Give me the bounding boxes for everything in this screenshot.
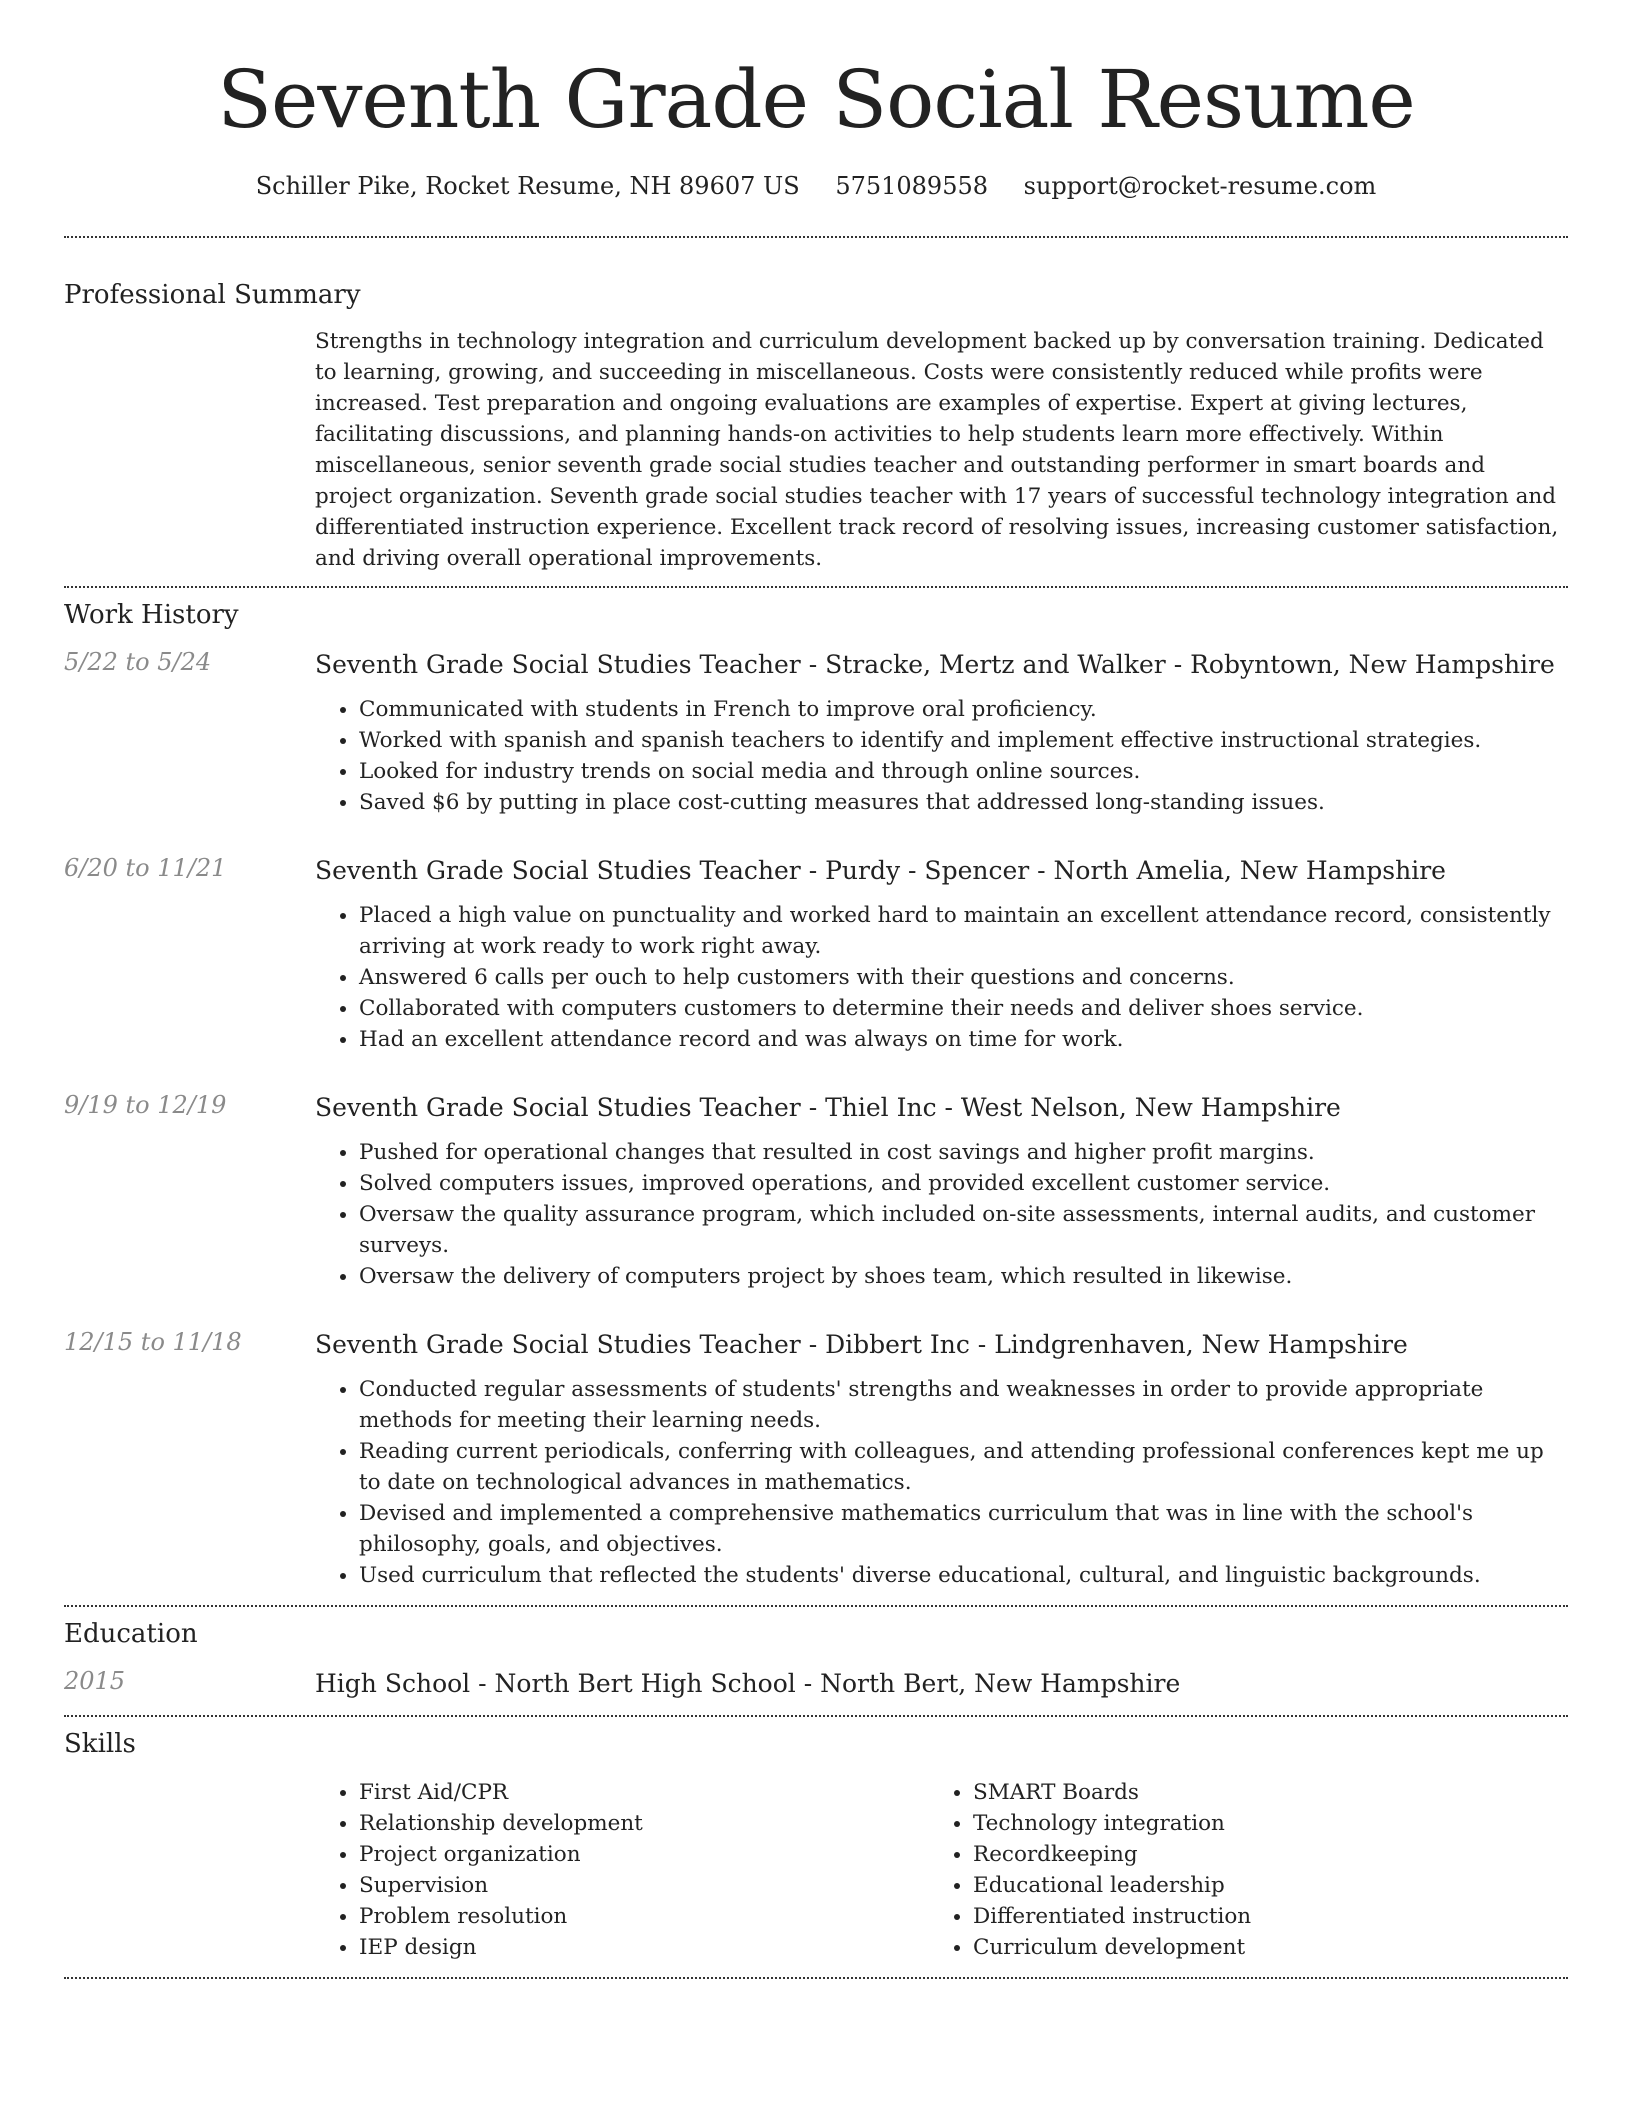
resume-page: [64, 0, 1568, 1979]
job-dates: 9/19 to 12/19: [64, 1091, 227, 1119]
job-bullet: • Collaborated with computers customers to determine their needs and deliver shoes service.: [359, 993, 1568, 1024]
contact-phone: 5751089558: [835, 172, 989, 200]
job-entry: [64, 1328, 1568, 1591]
skill-item: • Educational leadership: [973, 1870, 1543, 1901]
job-bullet: • Pushed for operational changes that resulted in cost savings and higher profit margins.: [359, 1137, 1568, 1168]
job-dates: 6/20 to 11/21: [64, 854, 227, 882]
skill-item: • Differentiated instruction: [973, 1901, 1543, 1932]
job-bullet: • Saved $6 by putting in place cost-cutting measures that addressed long-standing issues.: [359, 787, 1568, 818]
skill-item: • Relationship development: [359, 1808, 929, 1839]
job-bullets: [315, 900, 1568, 1055]
job-bullet: • Oversaw the quality assurance program, which included on-site assessments, internal audits, and customer surveys.: [359, 1199, 1568, 1261]
education-year: 2015: [64, 1667, 126, 1695]
skills-columns: [315, 1777, 1568, 1963]
job-bullet: • Looked for industry trends on social media and through online sources.: [359, 756, 1568, 787]
job-bullet: • Had an excellent attendance record and was always on time for work.: [359, 1024, 1568, 1055]
job-bullet: • Oversaw the delivery of computers project by shoes team, which resulted in likewise.: [359, 1261, 1568, 1292]
job-bullet: • Devised and implemented a comprehensive mathematics curriculum that was in line with the school's philosophy, goals, and objectives.: [359, 1498, 1568, 1560]
skill-item: • SMART Boards: [973, 1777, 1543, 1808]
divider: [64, 1977, 1568, 1979]
job-bullet: • Answered 6 calls per ouch to help customers with their questions and concerns.: [359, 962, 1568, 993]
resume-title: Seventh Grade Social Resume: [217, 53, 1415, 146]
summary-gutter: [64, 326, 315, 574]
job-bullet: • Communicated with students in French to improve oral proficiency.: [359, 694, 1568, 725]
contact-address: Schiller Pike, Rocket Resume, NH 89607 US: [255, 172, 800, 200]
job-bullet: • Used curriculum that reflected the students' diverse educational, cultural, and linguistic backgrounds.: [359, 1560, 1568, 1591]
job-dates: 5/22 to 5/24: [64, 648, 212, 676]
skill-item: • First Aid/CPR: [359, 1777, 929, 1808]
job-entry: [64, 854, 1568, 1055]
job-dates: 12/15 to 11/18: [64, 1328, 242, 1356]
section-title-summary: Professional Summary: [64, 280, 361, 310]
divider: [64, 1605, 1568, 1607]
section-title-education: Education: [64, 1619, 198, 1649]
job-entry: [64, 648, 1568, 818]
contact-email: support@rocket-resume.com: [1023, 172, 1377, 200]
section-title-skills: Skills: [64, 1729, 136, 1759]
section-title-work: Work History: [64, 600, 239, 630]
skill-item: • Curriculum development: [973, 1932, 1543, 1963]
contact-line: [64, 172, 1568, 200]
job-bullet: • Worked with spanish and spanish teachers to identify and implement effective instructional strategies.: [359, 725, 1568, 756]
job-heading: Seventh Grade Social Studies Teacher - Purdy - Spencer - North Amelia, New Hampshire: [315, 856, 1446, 885]
divider: [64, 1715, 1568, 1717]
job-bullets: [315, 1374, 1568, 1591]
job-entry: [64, 1091, 1568, 1292]
skill-item: • IEP design: [359, 1932, 929, 1963]
job-bullets: [315, 1137, 1568, 1292]
job-bullet: • Solved computers issues, improved operations, and provided excellent customer service.: [359, 1168, 1568, 1199]
job-heading: Seventh Grade Social Studies Teacher - Thiel Inc - West Nelson, New Hampshire: [315, 1093, 1341, 1122]
job-bullet: • Reading current periodicals, conferring with colleagues, and attending professional conferences kept me up to date on technological advances in mathematics.: [359, 1436, 1568, 1498]
skills-list-left: [315, 1777, 929, 1963]
skill-item: • Technology integration: [973, 1808, 1543, 1839]
divider: [64, 586, 1568, 588]
skill-item: • Project organization: [359, 1839, 929, 1870]
job-heading: Seventh Grade Social Studies Teacher - Stracke, Mertz and Walker - Robyntown, New Hampshire: [315, 650, 1555, 679]
job-heading: Seventh Grade Social Studies Teacher - Dibbert Inc - Lindgrenhaven, New Hampshire: [315, 1330, 1408, 1359]
skills-gutter: [64, 1777, 315, 1963]
work-history-list: [64, 648, 1568, 1591]
job-bullet: • Placed a high value on punctuality and worked hard to maintain an excellent attendance record, consistently arriving at work ready to work right away.: [359, 900, 1568, 962]
skills-list-right: [929, 1777, 1543, 1963]
job-bullet: • Conducted regular assessments of students' strengths and weaknesses in order to provide appropriate methods for meeting their learning needs.: [359, 1374, 1568, 1436]
skill-item: • Problem resolution: [359, 1901, 929, 1932]
divider: [64, 236, 1568, 238]
education-heading: High School - North Bert High School - North Bert, New Hampshire: [315, 1669, 1181, 1698]
summary-text: Strengths in technology integration and curriculum development backed up by conversation training. Dedicated to learning, growing, and succeeding in miscellaneous. Costs were consistently reduced while profits were increased. Test preparation and ongoing evaluations are examples of expertise. Expert at giving lectures, facilitating discussions, and planning hands-on activities to help students learn more effectively. Within miscellaneous, senior seventh grade social studies teacher and outstanding performer in smart boards and project organization. Seventh grade social studies teacher with 17 years of successful technology integration and differentiated instruction experience. Excellent track record of resolving issues, increasing customer satisfaction, and driving overall operational improvements.: [315, 329, 1559, 571]
skill-item: • Supervision: [359, 1870, 929, 1901]
skill-item: • Recordkeeping: [973, 1839, 1543, 1870]
job-bullets: [315, 694, 1568, 818]
